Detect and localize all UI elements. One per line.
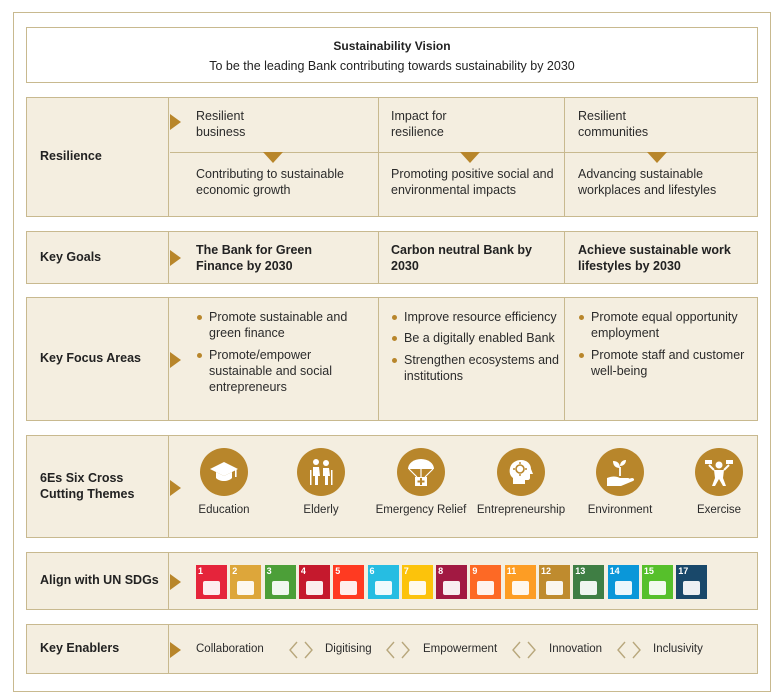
goal-2: Carbon neutral Bank by 2030 [391, 243, 532, 274]
sdg-tile-9 [470, 565, 501, 599]
resilience-head-1: Resilient business [196, 109, 246, 140]
sdg-number: 15 [643, 566, 654, 576]
row-label-key-enablers: Key Enablers [27, 625, 169, 673]
chevron-pair-icon [511, 639, 537, 661]
sdg-goal-icon [512, 581, 529, 595]
sdg-tile-1 [196, 565, 227, 599]
enabler-collaboration: Collaboration [196, 643, 264, 655]
arrow-right-icon [170, 642, 181, 658]
vision-box [26, 27, 758, 83]
sdg-number: 12 [541, 566, 552, 576]
sdg-goal-icon [615, 581, 632, 595]
goal-1: The Bank for Green Finance by 2030 [196, 243, 312, 274]
sdg-number: 13 [575, 566, 586, 576]
sdg-tile-17 [676, 565, 707, 599]
sdg-goal-icon [443, 581, 460, 595]
arrow-down-icon [263, 152, 283, 163]
column-divider [378, 298, 379, 420]
sdg-tile-2 [230, 565, 261, 599]
sdg-tile-8 [436, 565, 467, 599]
sdg-number: 3 [266, 566, 272, 576]
row-label-resilience: Resilience [27, 98, 169, 216]
row-label-key-focus-areas: Key Focus Areas [27, 298, 169, 420]
vision-subtitle: To be the leading Bank contributing towards sustainability by 2030 [209, 59, 575, 73]
theme-label: Exercise [696, 504, 742, 516]
resilience-head-2: Impact for resilience [391, 109, 447, 140]
sdg-number: 4 [300, 566, 306, 576]
sdg-number: 17 [678, 566, 689, 576]
sdg-goal-icon [546, 581, 563, 595]
idea-head-icon [497, 448, 545, 496]
focus-item: Promote equal opportunity employment [577, 309, 755, 342]
sdg-goal-icon [237, 581, 254, 595]
arrow-right-icon [170, 250, 181, 266]
chevron-pair-icon [385, 639, 411, 661]
focus-item: Promote sustainable and green finance [195, 309, 375, 342]
sdg-tile-6 [368, 565, 399, 599]
column-divider [564, 98, 565, 216]
focus-item: Promote staff and customer well-being [577, 347, 755, 380]
sdg-goal-icon [203, 581, 220, 595]
sdg-number: 1 [198, 566, 204, 576]
theme-education [174, 448, 274, 518]
theme-label: Entrepreneurship [476, 504, 566, 516]
key-goals-row [26, 231, 758, 284]
sdg-number: 11 [506, 566, 517, 576]
sdg-number: 2 [232, 566, 238, 576]
focus-list-2 [390, 309, 562, 389]
sdg-goal-icon [683, 581, 700, 595]
vision-title: Sustainability Vision [333, 39, 451, 53]
key-enablers-row [26, 624, 758, 674]
row-label-themes: 6Es Six Cross Cutting Themes [27, 436, 169, 537]
row-label-sdgs: Align with UN SDGs [27, 553, 169, 609]
theme-environment [570, 448, 670, 518]
dumbbell-icon [695, 448, 743, 496]
row-label-key-goals: Key Goals [27, 232, 169, 283]
resilience-desc-2: Promoting positive social and environmental impacts [391, 167, 554, 198]
enabler-digitising: Digitising [325, 643, 372, 655]
sdg-number: 5 [335, 566, 341, 576]
column-divider [378, 98, 379, 216]
column-divider [564, 298, 565, 420]
theme-exercise [669, 448, 769, 518]
parachute-aid-icon [397, 448, 445, 496]
theme-elderly [271, 448, 371, 518]
sdg-number: 6 [369, 566, 375, 576]
enabler-innovation: Innovation [549, 643, 603, 655]
sdg-tile-4 [299, 565, 330, 599]
arrow-down-icon [460, 152, 480, 163]
arrow-down-icon [647, 152, 667, 163]
sdg-tile-5 [333, 565, 364, 599]
sdg-tile-3 [265, 565, 296, 599]
theme-label: Elderly [303, 504, 339, 516]
sdg-goal-icon [409, 581, 426, 595]
focus-item: Promote/empower sustainable and social entrepreneurs [195, 347, 375, 396]
sdgs-row [26, 552, 758, 610]
sdg-number: 8 [438, 566, 444, 576]
chevron-pair-icon [616, 639, 642, 661]
plant-hand-icon [596, 448, 644, 496]
sdg-tile-15 [642, 565, 673, 599]
column-divider [378, 232, 379, 283]
theme-emergency-relief [371, 448, 471, 518]
resilience-desc-3: Advancing sustainable workplaces and lifestyles [578, 167, 717, 198]
themes-row [26, 435, 758, 538]
resilience-desc-1: Contributing to sustainable economic growth [196, 167, 345, 198]
sdg-tile-7 [402, 565, 433, 599]
sdg-tile-11 [505, 565, 536, 599]
graduation-cap-icon [200, 448, 248, 496]
sdg-goal-icon [340, 581, 357, 595]
sdg-goal-icon [272, 581, 289, 595]
arrow-right-icon [170, 352, 181, 368]
sdg-tile-12 [539, 565, 570, 599]
sdg-goal-icon [477, 581, 494, 595]
sdg-goal-icon [580, 581, 597, 595]
enabler-empowerment: Empowerment [423, 643, 498, 655]
focus-list-3 [577, 309, 755, 384]
sdg-tile-14 [608, 565, 639, 599]
goal-3: Achieve sustainable work lifestyles by 2030 [578, 243, 731, 274]
theme-entrepreneurship [471, 448, 571, 518]
focus-item: Improve resource efficiency [390, 309, 562, 325]
chevron-pair-icon [288, 639, 314, 661]
column-divider [564, 232, 565, 283]
theme-label: Education [198, 504, 250, 516]
resilience-head-3: Resilient communities [578, 109, 649, 140]
sdg-goal-icon [375, 581, 392, 595]
arrow-right-icon [170, 574, 181, 590]
focus-item: Strengthen ecosystems and institutions [390, 352, 562, 385]
sdg-number: 7 [403, 566, 409, 576]
enabler-inclusivity: Inclusivity [653, 643, 703, 655]
sdg-number: 9 [472, 566, 478, 576]
sdg-tile-13 [573, 565, 604, 599]
sdg-number: 14 [609, 566, 620, 576]
focus-list-1 [195, 309, 375, 400]
sdg-goal-icon [649, 581, 666, 595]
resilience-row [26, 97, 758, 217]
sdg-goal-icon [306, 581, 323, 595]
elderly-icon [297, 448, 345, 496]
key-focus-areas-row [26, 297, 758, 421]
arrow-right-icon [170, 114, 181, 130]
focus-item: Be a digitally enabled Bank [390, 330, 562, 346]
theme-label: Environment [587, 504, 653, 516]
theme-label: Emergency Relief [375, 504, 467, 516]
